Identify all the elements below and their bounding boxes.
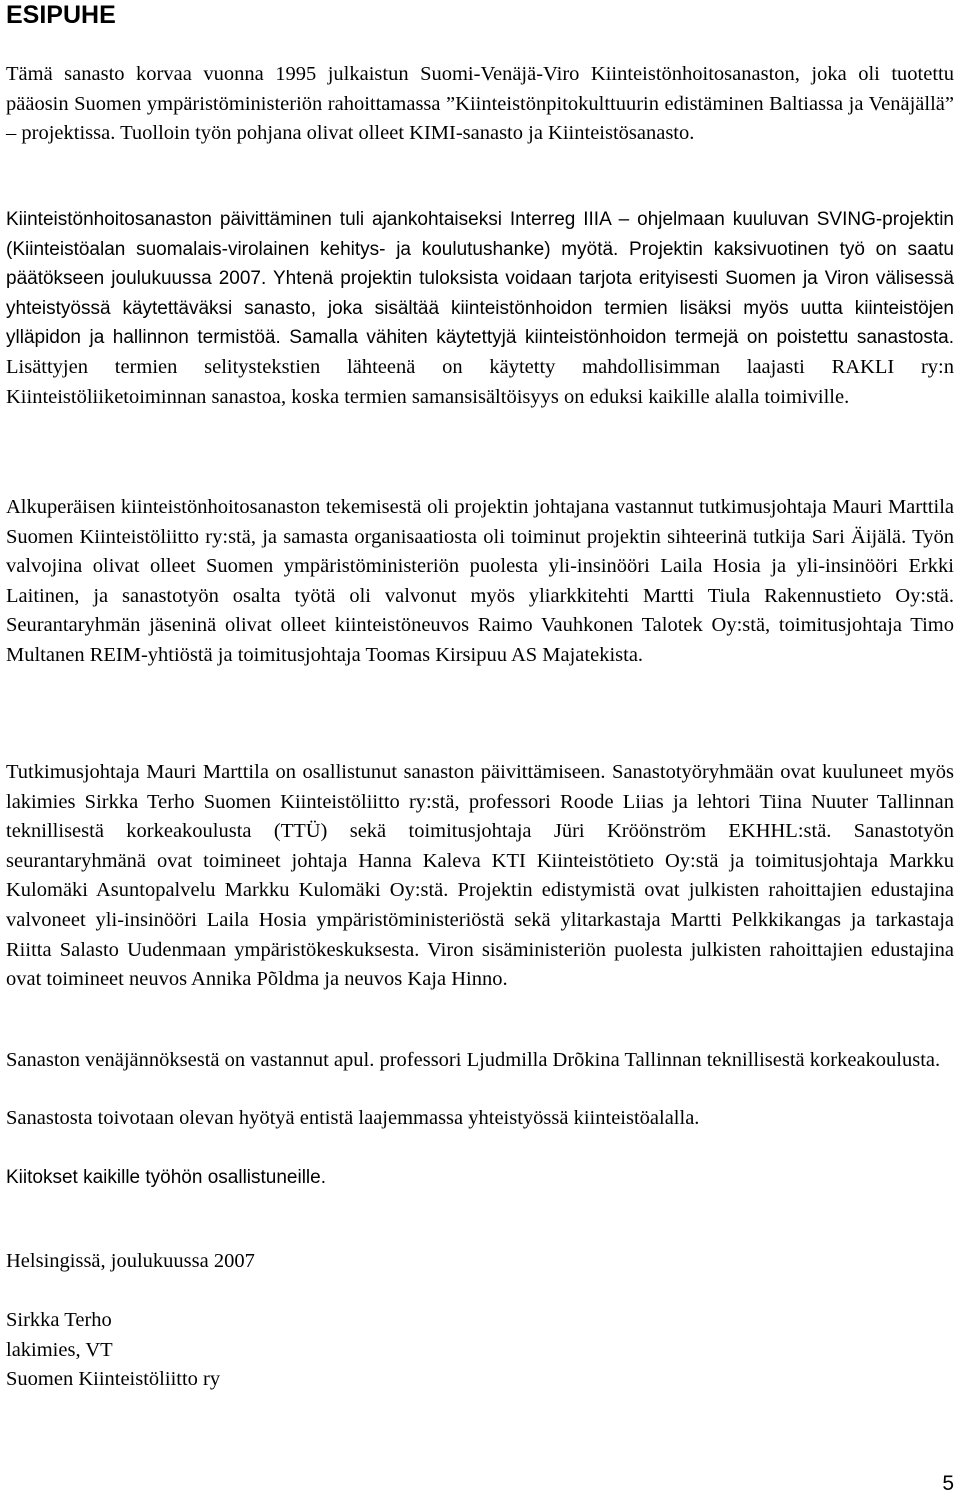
paragraph-translation: Sanaston venäjännöksestä on vastannut apul. professori Ljudmilla Drõkina Tallinnan teknillisestä korkeakoulusta. — [6, 1049, 941, 1071]
paragraph-thanks: Kiitokset kaikille työhön osallistuneille. — [6, 1167, 326, 1188]
paragraph-update-part1: Kiinteistönhoitosanaston päivittäminen tuli ajankohtaiseksi Interreg IIIA – ohjelmaan kuuluvan SVING-projektin (Kiinteistöalan suomalais-virolainen kehitys- ja koulutushanke) myötä. Projektin kaksivuotinen työ on saatu päätökseen joulukuussa 2007. — [6, 209, 954, 290]
page-number: 5 — [942, 1472, 954, 1495]
paragraph-update-part3: Lisättyjen termien selitystekstien lähteenä on käytetty mahdollisimman laajasti RAKLI ry:n Kiinteistöliiketoiminnan sanastoa, koska termien samansisältöisyys on eduksi kaikille alalla toimiville. — [6, 355, 954, 408]
signature-title: lakimies, VT — [6, 1339, 113, 1361]
paragraph-wish: Sanastosta toivotaan olevan hyötyä entistä laajemmassa yhteistyössä kiinteistöalalla. — [6, 1107, 700, 1129]
paragraph-intro: Tämä sanasto korvaa vuonna 1995 julkaistun Suomi-Venäjä-Viro Kiinteistönhoitosanaston, joka oli tuotettu pääosin Suomen ympäristöministeriön rahoittamassa ”Kiinteistönpitokulttuurin edistäminen Baltiassa ja Venäjällä” – projektissa. Tuolloin työn pohjana olivat olleet KIMI-sanasto ja Kiinteistösanasto. — [6, 63, 954, 145]
signature-name: Sirkka Terho — [6, 1309, 112, 1331]
paragraph-update-part2: Yhtenä projektin tuloksista voidaan tarjota erityisesti Suomen ja Viron välisessä yhteistyössä käytettäväksi sanasto, joka sisältää kiinteistönhoidon termien lisäksi myös uutta kiinteistöjen ylläpidon ja hallinnon termistöä. Samalla vähiten käytettyjä kiinteistönhoidon termejä on poistettu sanastosta. — [6, 268, 955, 349]
paragraph-original-team: Alkuperäisen kiinteistönhoitosanaston tekemisestä oli projektin johtajana vastannut tutkimusjohtaja Mauri Marttila Suomen Kiinteistöliitto ry:stä, ja samasta organisaatiosta oli toiminut projektin sihteerinä tutkija Sari Äijälä. Työn valvojina olivat olleet Suomen ympäristöministeriön puolesta yli-insinööri Laila Hosia ja yli-insinööri Erkki Laitinen, ja sanastotyön osalta työtä oli valvonut myös yliarkkitehti Martti Tiula Rakennustieto Oy:stä. Seurantaryhmän jäseninä olivat olleet kiinteistöneuvos Raimo Vauhkonen Talotek Oy:stä, toimitusjohtaja Timo Multanen REIM-yhtiöstä ja toimitusjohtaja Toomas Kirsipuu AS Majatekista. — [6, 496, 954, 666]
page-heading: ESIPUHE — [6, 1, 116, 29]
place-date: Helsingissä, joulukuussa 2007 — [6, 1250, 255, 1272]
signature-organization: Suomen Kiinteistöliitto ry — [6, 1368, 221, 1390]
paragraph-update-team: Tutkimusjohtaja Mauri Marttila on osallistunut sanaston päivittämiseen. Sanastotyöryhmään ovat kuuluneet myös lakimies Sirkka Terho Suomen Kiinteistöliitto ry:stä, professori Roode Liias ja lehtori Tiina Nuuter Tallinnan teknillisestä korkeakoulusta (TTÜ) sekä toimitusjohtaja Jüri Kröönström EKHHL:stä. Sanastotyön seurantaryhmänä ovat toimineet johtaja Hanna Kaleva KTI Kiinteistötieto Oy:stä ja toimitusjohtaja Markku Kulomäki Asuntopalvelu Markku Kulomäki Oy:stä. Projektin edistymistä ovat julkisten rahoittajien edustajina valvoneet yli-insinööri Laila Hosia ympäristöministeriöstä sekä ylitarkastaja Martti Pelkkikangas ja tarkastaja Riitta Salasto Uudenmaan ympäristökeskuksesta. Viron sisäministeriön puolesta julkisten rahoittajien edustajina ovat toimineet neuvos Annika Põldma ja neuvos Kaja Hinno. — [6, 761, 954, 991]
paragraph-update — [6, 205, 954, 412]
